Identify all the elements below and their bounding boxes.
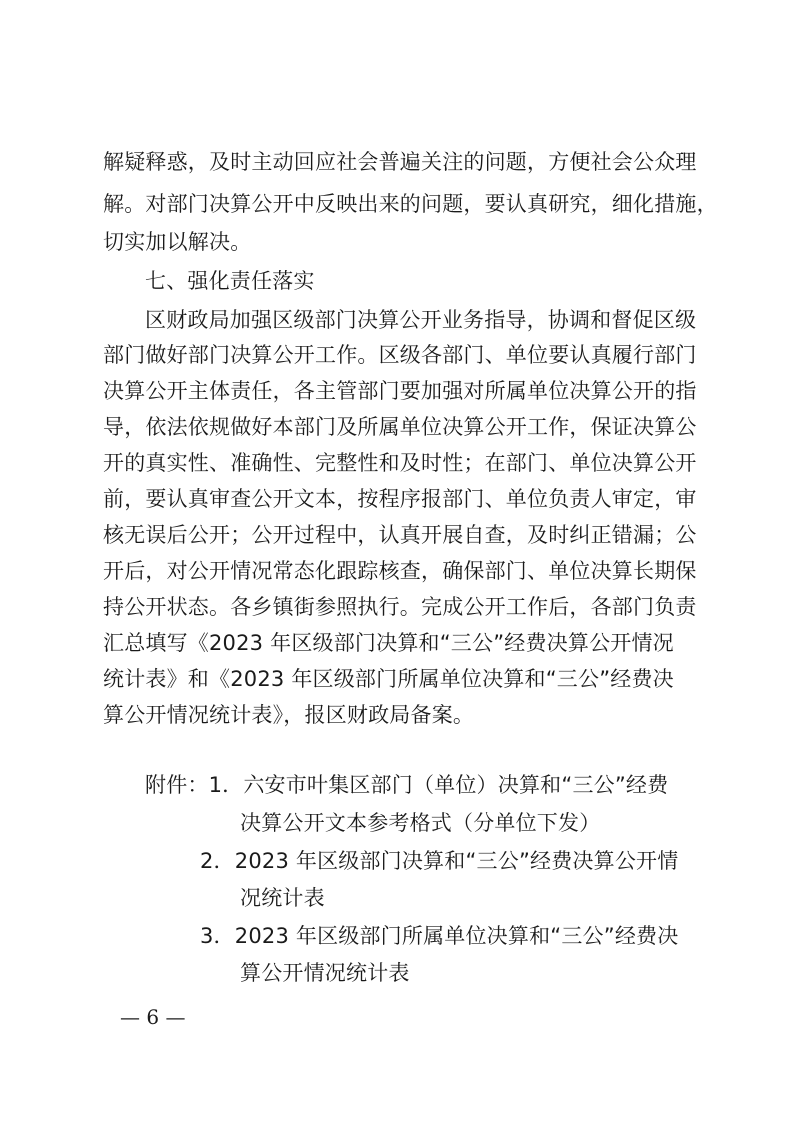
paragraph-line: 前，要认真审查公开文本，按程序报部门、单位负责人审定，审 — [103, 487, 697, 511]
paragraph-line: 区财政局加强区级部门决算公开业务指导，协调和督促区级 — [145, 308, 697, 332]
attachment-item-1-cont: 决算公开文本参考格式（分单位下发） — [240, 811, 601, 835]
paragraph-line: 持公开状态。各乡镇街参照执行。完成公开工作后，各部门负责 — [103, 595, 697, 619]
page-number: — 6 — — [120, 1005, 186, 1029]
paragraph-line: 解疑释惑，及时主动回应社会普遍关注的问题，方便社会公众理 — [103, 150, 697, 174]
section-heading: 七、强化责任落实 — [145, 269, 315, 293]
attachment-item-2: 2．2023 年区级部门决算和“三公”经费决算公开情 — [200, 849, 679, 873]
paragraph-line: 部门做好部门决算公开工作。区级各部门、单位要认真履行部门 — [103, 343, 697, 367]
paragraph-line: 解。对部门决算公开中反映出来的问题，要认真研究，细化措施， — [103, 192, 718, 216]
paragraph-line: 统计表》和《2023 年区级部门所属单位决算和“三公”经费决 — [103, 667, 674, 691]
attachment-item-2-cont: 况统计表 — [240, 886, 325, 910]
attachment-item-1: 附件：1．六安市叶集区部门（单位）决算和“三公”经费 — [145, 773, 669, 797]
paragraph-line: 开的真实性、准确性、完整性和及时性；在部门、单位决算公开 — [103, 451, 697, 475]
paragraph-line: 算公开情况统计表》，报区财政局备案。 — [103, 703, 475, 727]
paragraph-line: 汇总填写《2023 年区级部门决算和“三公”经费决算公开情况 — [103, 631, 674, 655]
paragraph-line: 切实加以解决。 — [103, 230, 252, 254]
attachment-item-3-cont: 算公开情况统计表 — [240, 961, 410, 985]
paragraph-line: 决算公开主体责任，各主管部门要加强对所属单位决算公开的指 — [103, 379, 697, 403]
paragraph-line: 导，依法依规做好本部门及所属单位决算公开工作，保证决算公 — [103, 415, 697, 439]
attachment-item-3: 3．2023 年区级部门所属单位决算和“三公”经费决 — [200, 924, 679, 948]
paragraph-line: 核无误后公开；公开过程中，认真开展自查，及时纠正错漏；公 — [103, 523, 697, 547]
paragraph-line: 开后，对公开情况常态化跟踪核查，确保部门、单位决算长期保 — [103, 559, 697, 583]
